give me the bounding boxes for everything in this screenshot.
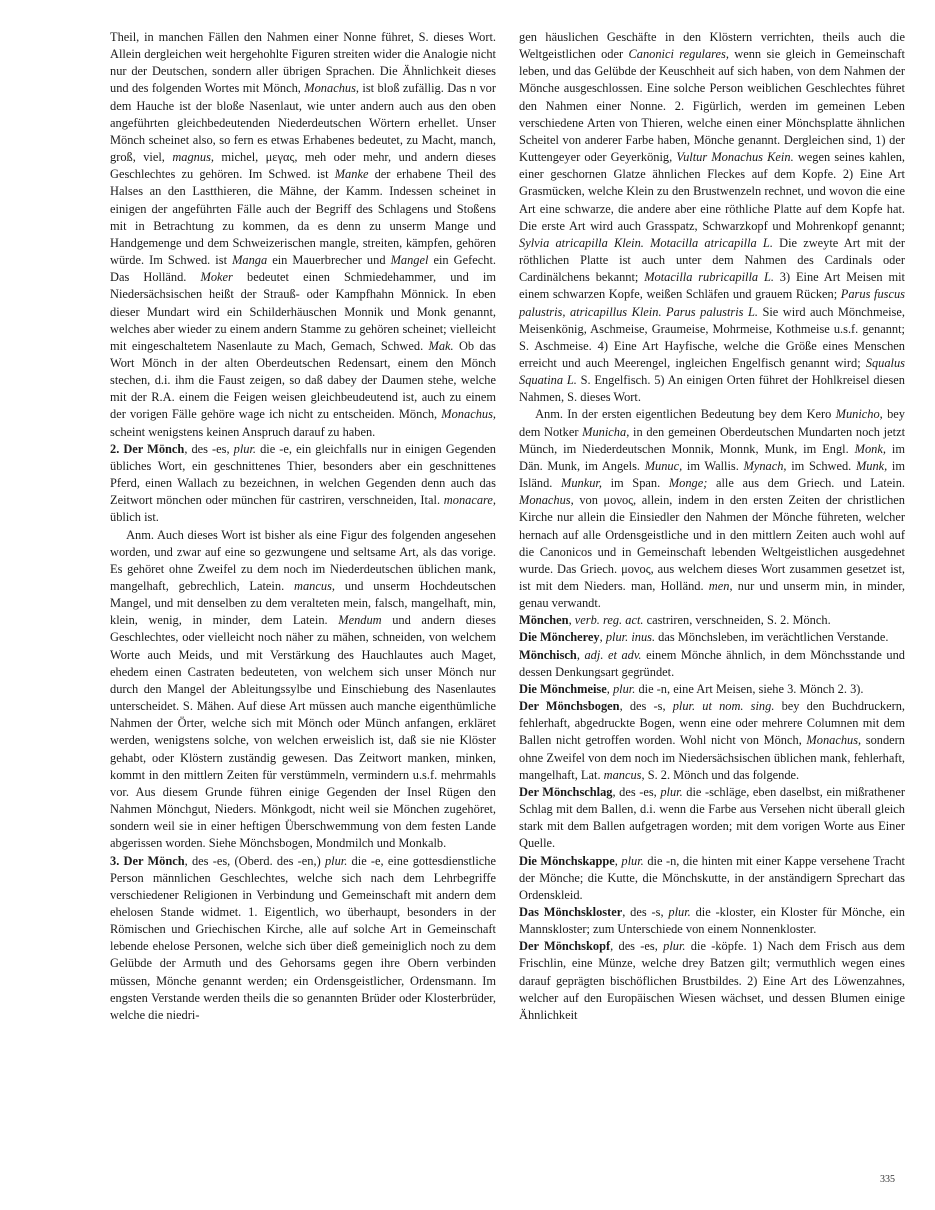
text-run: die -n, eine Art Meisen, siehe 3. Mönch 2. 3). (635, 681, 864, 696)
text-run: im Schwed. (786, 458, 856, 473)
text-run: bey den Buchdruckern, fehlerhaft, abgedruckte Bogen, wenn eine oder mehrere Columnen mit dem Ballen nicht getroffen worden. Wohl nicht von Mönch, (519, 699, 905, 748)
text-run: gen häuslichen Geschäfte in den Klöstern verrichten, theils auch die Weltgeistlichen oder (519, 30, 905, 62)
text-run: , des -s, (619, 699, 673, 714)
headword: 3. Der Mönch (110, 853, 185, 868)
text-run: von μονος, allein, indem in den ersten Zeiten der christlichen Kirche nur allein die Einsiedler den Nahmen der Mönche führeten, welcher hernach auf alle Ordensgeistliche und in den mittlern Zeiten auch wohl auf die Canonicos und in Gemeinschaft lebenden Weltgeistlichen ausgedehnet wurde. Das Griech. μονος, aus welchem dieses Wort zusammen gesetzet ist, ist mit dem Nieders. man, Holländ. (519, 493, 905, 593)
italic-text: Vultur Monachus Kein. (676, 150, 794, 165)
dictionary-entry (519, 681, 905, 698)
text-run: Anm. Auch dieses Wort ist bisher als eine Figur des folgenden angesehen worden, und zwar auf eine so gezwungene und seltsame Art, als das vorige. Es gehöret ohne Zweifel zu dem noch im Niederdeutschen üblichen mank, mangelhaft, gebrechlich, Latein. (110, 527, 496, 593)
italic-text: Mak. (428, 338, 454, 353)
page-number: 335 (880, 1174, 895, 1185)
headword: Der Mönchsbogen (519, 699, 620, 714)
text-run: castriren, verschneiden, S. 2. Mönch. (643, 613, 831, 628)
dictionary-entry (519, 938, 905, 1024)
italic-text: Munuc, (644, 458, 683, 473)
left-column (110, 29, 496, 1024)
italic-text: plur. inus. (605, 630, 656, 645)
italic-text: Sylvia atricapilla Klein. Motacilla atricapilla L. (519, 235, 773, 250)
headword: Der Mönchschlag (519, 784, 613, 799)
italic-text: Mendum (338, 613, 382, 628)
text-run: die -köpfe. 1) Nach dem Frisch aus dem Frischlin, eine Münze, welche drey Batzen gilt; vermuthlich wegen eines darauf geprägten bischöflichen Brustbildes. 2) Eine Art des Löwenzahnes, welcher auf den Europäischen Wiesen wächset, und dessen Blumen einige Ähnlichkeit (519, 939, 905, 1022)
text-run: Theil, in manchen Fällen den Nahmen einer Nonne führet, S. dieses Wort. Allein dergleichen weit hergehohlte Figuren streiten wider die Analogie nicht nur der Deutschen, sondern aller übrigen Sprachen. Die Ähnlichkeit dieses und des folgenden Wortes mit Mönch, (110, 30, 496, 96)
italic-text: mancus, (294, 579, 335, 593)
text-run: ein Mauerbrecher und (267, 253, 391, 268)
text-run: Anm. In der ersten eigentlichen Bedeutung bey dem Kero (535, 407, 836, 422)
text-run: der erhabene Theil des Halses an den Lastthieren, die Mähne, der Kamm. Indessen scheinet in einigen der angeführten Fälle auch der Begriff des Schlagens und Stoßens mit in Betrachtung zu kommen, da es denn zu unserm Mange und Handgemenge und dem Schweizerischen mangle, streiten, kämpfen, gehören würde. Im Schwed. ist (110, 167, 496, 268)
italic-text: men, (708, 579, 733, 593)
italic-text: Municha, (582, 424, 630, 439)
dictionary-entry (110, 441, 496, 527)
dictionary-entry (519, 904, 905, 938)
italic-text: mancus, (603, 767, 645, 782)
italic-text: Moker (200, 270, 233, 285)
text-run: das Mönchsleben, im verächtlichen Verstande. (655, 630, 889, 645)
italic-text: Monachus, (304, 81, 359, 96)
text-run: ein Gefecht. Das Holländ. (110, 253, 496, 285)
italic-text: Monk, (854, 441, 886, 456)
text-run: alle aus dem Griech. und Latein. (707, 476, 905, 491)
text-run: bey dem Notker (519, 407, 905, 439)
text-run: im Wallis. (682, 458, 744, 473)
text-run: und unserm Hochdeutschen Mangel, und mit denselben zu dem veralteten mein, falsch, mangelhaft, min, klein, wenig, in minder, dem Latein. (110, 579, 496, 628)
text-run: und andern dieses Geschlechtes, oder vielleicht noch näher zu mähen, schneiden, von welchem Worte auch Meids, und mit Verstärkung des Hauchlautes auch Maget, ehedem einen Castraten bedeuteten, von welchem sich unser Mönch nur durch den Mangel der Ableitungssylbe und Einschiebung des Nasenlautes unterscheidet. S. Mähen. Auf diese Art müssen auch manche eigenthümliche Nahmen der Örter, welche sich mit Mönch oder Münch anfangen, erkläret werden, wenigstens solche, von welchen erweislich ist, daß sie nie Klöster gehabt, oder Klöstern zuständig gewesen. Das Zeitwort manken, minken, kommt in den mittlern Zeiten für verstümmeln, vermindern u.s.f. mehrmahls vor. Aus diesem Grunde führen einige Gegenden der Insel Rügen den Nahmen Mönchgut, Nieders. Mönkgodt, nicht weil sie Mönchen zugehöret, sondern weil sie in einer heftigen Überschwemmung von dem festen Lande abgerissen worden. Siehe Mönchsbogen, Mondmilch und Monkalb. (110, 613, 496, 851)
italic-text: plur. (668, 904, 691, 919)
text-run: wegen seines kahlen, einer geschornen Glatze ähnlichen Fleckes auf dem Kopfe. 2) Eine Art Grasmücken, welche Klein zu den Brustwenzeln rechnet, und wovon die eine Art eine schwarze, die andere aber eine röthliche Platte auf dem Kopfe hat. Die erste Art wird auch Grasspatz, Schwarzkopf und Mohrenkopf genannt; (519, 150, 905, 233)
italic-text: Motacilla rubricapilla L. (644, 270, 774, 285)
text-run: sondern ohne Zweifel von dem noch im Niedersächsischen üblichen mank, fehlerhaft, mangelhaft, Lat. (519, 733, 905, 782)
text-run: Die zweyte Art mit der röthlichen Platte ist auch unter dem Nahmen des Cardinals oder Cardinälchens bekannt; (519, 235, 905, 285)
text-run: Sie wird auch Mönchmeise, Meisenkönig, Aschmeise, Graumeise, Mohrmeise, Kothmeise u.s.f. genannt; S. Aschmeise. 4) Eine Art Hayfische, welche die Größe eines Menschen erreicht und auch Meerengel, ingleichen Engelfisch genannt wird; (519, 304, 905, 370)
text-run: in den gemeinen Oberdeutschen Mundarten noch jetzt Münch, im Niederdeutschen Monnik, Monnk, Munk, im Engl. (519, 424, 906, 456)
italic-text: Munk, (855, 458, 888, 473)
italic-text: Manga (232, 253, 268, 268)
headword: Das Mönchskloster (519, 904, 623, 919)
paragraph (110, 29, 496, 441)
text-run: , (568, 613, 575, 628)
dictionary-entry (519, 784, 905, 853)
text-run: üblich ist. (110, 510, 159, 525)
headword: 2. Der Mönch (110, 441, 185, 456)
text-run: wenn sie gleich in Gemeinschaft leben, und das Gelübde der Keuschheit auf sich haben, von dem Nahmen der Mönche ausgeschlossen. Eine solche Person weiblichen Geschlechtes führet den Nahmen einer Nonne. 2. Figürlich, werden im gemeinen Leben verschiedene Arten von Thieren, welche einen einer Mönchsplatte ähnlichen Scheitel von anderer Farbe haben, Mönche genannt. Dergleichen sind, 1) der Kuttengeyer oder Geyerkönig, (519, 47, 905, 165)
headword: Die Mönchmeise (519, 681, 607, 696)
italic-text: Monachus, (519, 493, 574, 508)
dictionary-entry (519, 612, 905, 629)
text-run: , (606, 681, 613, 696)
text-run: , des -es, (184, 441, 234, 456)
headword: Mönchen (519, 613, 569, 628)
italic-text: plur. (621, 853, 644, 868)
paragraph (110, 527, 496, 853)
text-run: , (576, 647, 585, 662)
text-run: einem Mönche ähnlich, in dem Mönchsstande und dessen Denkungsart gegründet. (519, 647, 906, 679)
italic-text: plur. (663, 939, 686, 954)
italic-text: Monge; (668, 476, 708, 491)
text-run: , (614, 853, 622, 868)
text-run: im Dän. Munk, im Angels. (519, 441, 905, 473)
paragraph (519, 406, 905, 612)
right-column (519, 29, 905, 1024)
dictionary-entry (519, 853, 905, 904)
text-run: im Span. (601, 476, 669, 491)
text-run: michel, μεγας, meh oder mehr, und andern dieses Geschlechtes zu gehören. Im Schwed. ist (110, 150, 497, 182)
text-run: 3) Eine Art Meisen mit einem schwarzen Kopfe, weißen Schläfen und grauem Rücken; (519, 270, 905, 302)
text-run: die -e, ein gleichfalls nur in einigen Gegenden übliches Wort, ein geschnittenes Thier, besonders aber ein geschnittenes Pferd, einen Wallach zu bezeichnen, in welchen Gegenden denn auch das Zeitwort mönchen oder münchen für castriren, verschneiden, Ital. (110, 441, 496, 508)
text-run: die -e, eine gottesdienstliche Person männlichen Geschlechtes, welche sich nach dem Lehrbegriffe verschiedener Religionen in Verbindung und Gemeinschaft mit andern dem ehelosen Stande widmet. 1. Eigentlich, wo überhaupt, besonders in der Römischen und Griechischen Kirche, alle auf solche Art in Gemeinschaft lebende ehelose Personen, welche sich über dieß gemeiniglich noch zu dem Gelübde der Armuth und des Gehorsams gegen ihre Obern verbinden müssen, Mönche genannt werden; ein Ordensgeistlicher, Ordensmann. Im engsten Verstande werden theils die so genannten Brüder oder Klosterbrüder, welche die niedri- (110, 853, 497, 1022)
text-run: die -schläge, eben daselbst, ein mißrathener Schlag mit dem Ballen, d.i. wenn die Farbe aus Versehen nicht überall gleich stark mit dem Ballen aufgetragen worden; mit dem vorigen Worte aus Einer Quelle. (519, 784, 905, 851)
italic-text: Mynach, (743, 458, 787, 473)
text-run: ist bloß zufällig. Das n vor dem Hauche ist der bloße Nasenlaut, wie unter andern auch aus den oben angeführten gleichbedeutenden Niederdeutschen Wörtern erhellet. Unser Mönch scheinet also, so fern es etwas Erhabenes bedeutet, zu Macht, manch, groß, viel, (110, 81, 496, 165)
dictionary-entry (519, 647, 905, 681)
italic-text: monacare, (443, 493, 496, 508)
italic-text: plur. ut nom. sing. (672, 699, 775, 714)
italic-text: adj. et adv. (584, 647, 642, 662)
text-run: , des -es, (612, 784, 661, 799)
text-run: , des -s, (622, 904, 669, 919)
headword: Die Möncherey (519, 630, 600, 645)
italic-text: Mangel (390, 253, 429, 268)
dictionary-entry (519, 629, 905, 646)
text-run: nur und unserm min, in minder, genau verwandt. (519, 579, 905, 611)
text-run: die -kloster, ein Kloster für Mönche, ein Mannskloster; zum Unterschiede von einem Nonnenkloster. (519, 904, 905, 937)
italic-text: plur. (660, 784, 683, 799)
italic-text: plur. (324, 853, 348, 868)
italic-text: Squalus Squatina L. (519, 355, 905, 388)
paragraph (519, 29, 905, 406)
italic-text: Monachus, (806, 733, 862, 748)
italic-text: Municho, (835, 407, 883, 422)
headword: Mönchisch (519, 647, 577, 662)
text-run: , (599, 630, 606, 645)
italic-text: magnus, (172, 150, 214, 165)
text-run: S. Engelfisch. 5) An einigen Orten führet der Hohlkreisel diesen Nahmen, S. dieses Wort. (519, 373, 905, 405)
text-run: im Isländ. (519, 458, 905, 491)
text-run: , des -es, (Oberd. des -en,) (184, 853, 325, 868)
italic-text: Parus fuscus palustris, atricapillus Klein. Parus palustris L. (519, 287, 905, 319)
text-run: Ob das Wort Mönch in der alten Oberdeutschen Redensart, einem den Mönch stechen, d.i. ihm die Faust zeigen, so daß dabey der Daumen stehe, welche mit der R.A. einem die Feigen weisen gleichbeudeutend ist, auch zu einem der vorigen Fälle gehöre wage ich nicht zu entscheiden. Mönch, (110, 338, 496, 422)
headword: Der Mönchskopf (519, 939, 611, 954)
text-run: , des -es, (610, 939, 664, 954)
text-run: die -n, die hinten mit einer Kappe versehene Tracht der Mönche; die Kutte, die Mönchskutte, in der anständigern Sprechart das Ordenskleid. (519, 853, 905, 902)
italic-text: Manke (334, 167, 369, 182)
italic-text: plur. (233, 441, 257, 456)
italic-text: Canonici regulares, (628, 47, 729, 62)
text-run: scheint wenigstens keinen Anspruch darauf zu haben. (110, 424, 376, 439)
dictionary-entry (519, 698, 905, 784)
text-run: bedeutet einen Schmiedehammer, und im Niedersächsischen heißt der Strauß- oder Kampfhahn Mönnick. In eben dieser Mundart wird ein Schilderhäuschen Monnik und Monk genannt, welches aber wieder zu einem andern Stamme zu gehören scheinet; vielleicht mit eingeschaltetem Nasenlaute zu Mach, Gemach, Schwed. (110, 270, 497, 353)
italic-text: verb. reg. act. (574, 613, 644, 628)
italic-text: Monachus, (441, 407, 496, 422)
dictionary-entry (110, 853, 496, 1025)
italic-text: Munkur, (561, 476, 602, 491)
headword: Die Mönchskappe (519, 853, 615, 868)
text-run: S. 2. Mönch und das folgende. (644, 767, 800, 782)
italic-text: plur. (612, 681, 636, 696)
